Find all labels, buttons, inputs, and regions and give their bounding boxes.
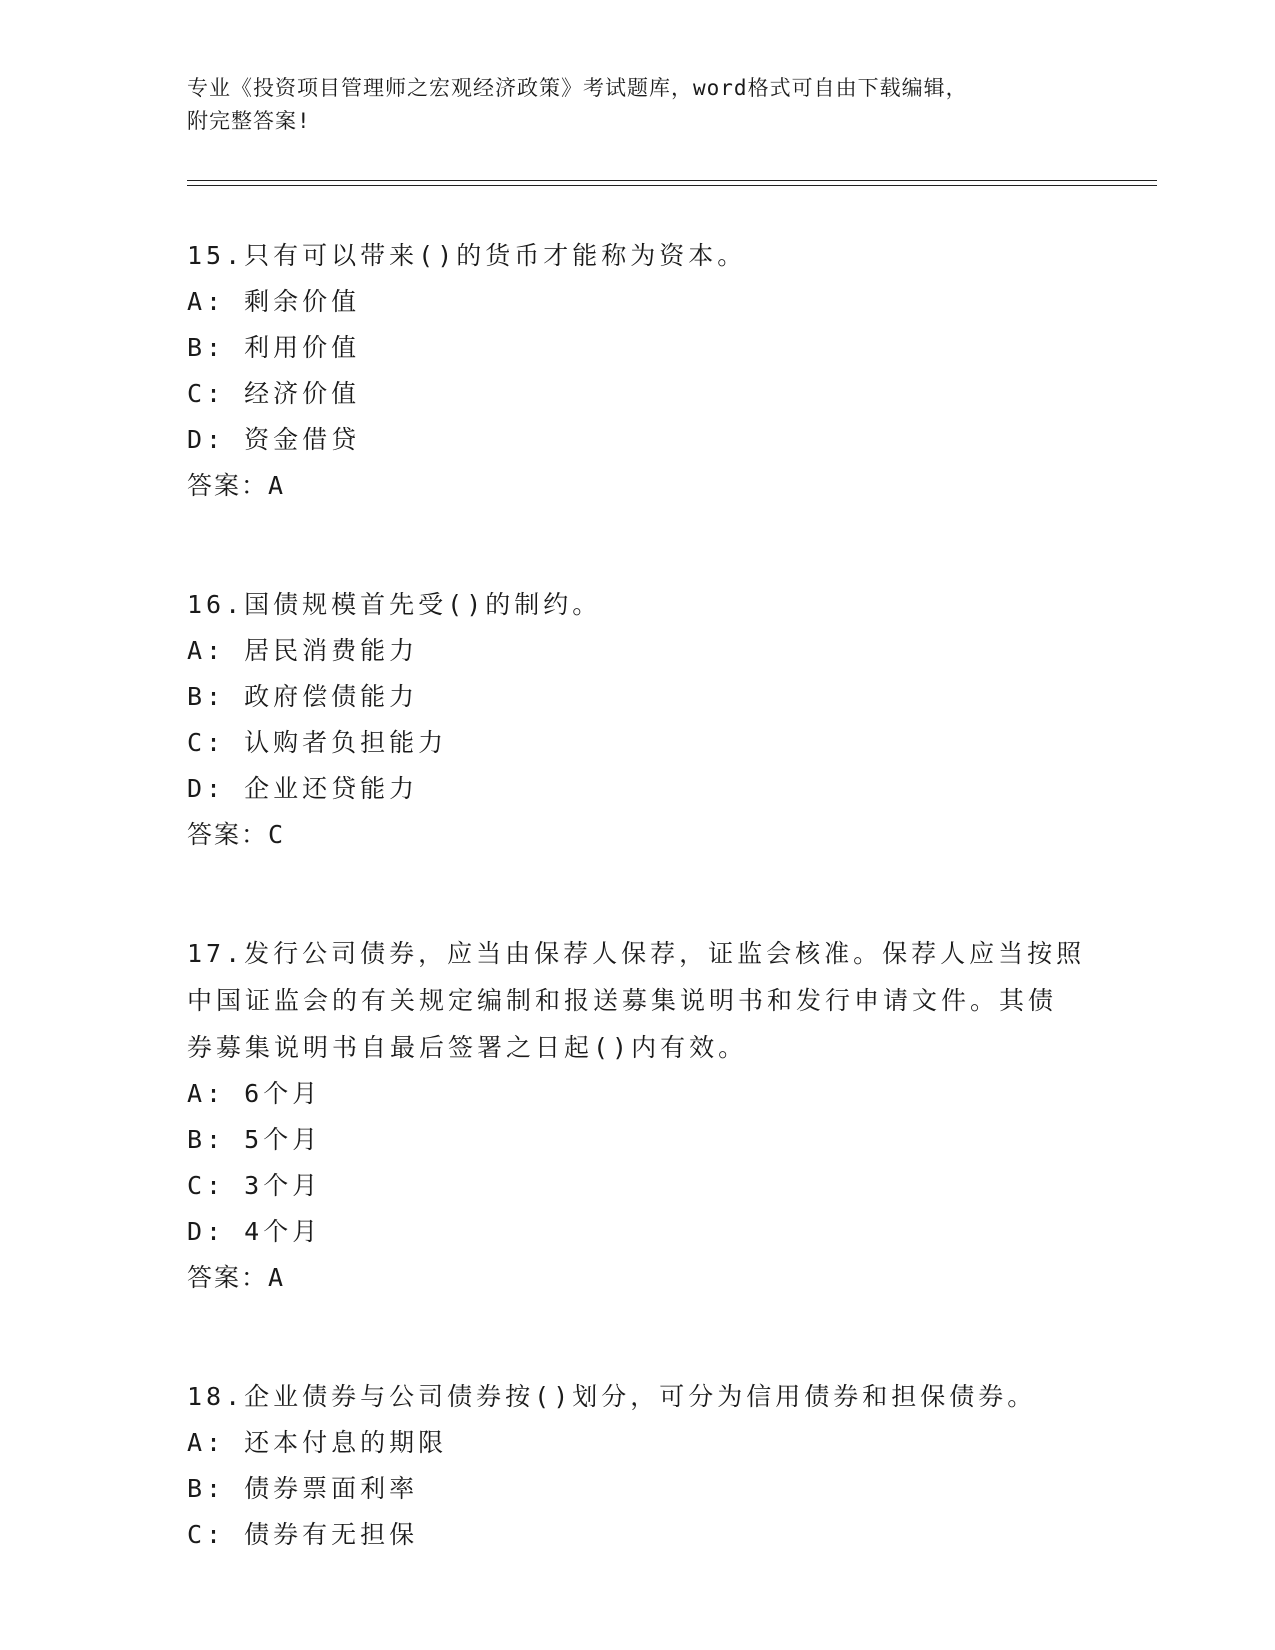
answer-label: 答案： bbox=[187, 1263, 269, 1292]
question-stem-line-1: 17.发行公司债券，应当由保荐人保荐，证监会核准。保荐人应当按照 bbox=[187, 939, 1086, 968]
option-a: A: 还本付息的期限 bbox=[187, 1428, 448, 1457]
question-stem: 16.国债规模首先受()的制约。 bbox=[187, 590, 602, 619]
document-header bbox=[187, 72, 1087, 138]
answer-value: C bbox=[268, 820, 286, 849]
option-d: D: 企业还贷能力 bbox=[187, 774, 419, 803]
question-stem-line-2: 中国证监会的有关规定编制和报送募集说明书和发行申请文件。其债 bbox=[187, 986, 1058, 1015]
question-stem: 15.只有可以带来()的货币才能称为资本。 bbox=[187, 241, 747, 270]
option-c: C: 认购者负担能力 bbox=[187, 728, 448, 757]
header-divider-bottom bbox=[187, 185, 1157, 186]
answer-value: A bbox=[268, 1263, 286, 1292]
option-c: C: 3个月 bbox=[187, 1171, 322, 1200]
option-b: B: 5个月 bbox=[187, 1125, 322, 1154]
answer-line bbox=[187, 1255, 1087, 1301]
option-b: B: 利用价值 bbox=[187, 333, 361, 362]
option-c: C: 经济价值 bbox=[187, 379, 361, 408]
question-stem: 18.企业债券与公司债券按()划分，可分为信用债券和担保债券。 bbox=[187, 1382, 1037, 1411]
question-list bbox=[187, 232, 1087, 1558]
question-stem-line-3: 券募集说明书自最后签署之日起()内有效。 bbox=[187, 1033, 748, 1062]
option-a: A: 居民消费能力 bbox=[187, 636, 419, 665]
question-17 bbox=[187, 930, 1087, 1301]
option-b: B: 政府偿债能力 bbox=[187, 682, 419, 711]
option-b: B: 债券票面利率 bbox=[187, 1474, 419, 1503]
answer-label: 答案： bbox=[187, 820, 269, 849]
question-18 bbox=[187, 1373, 1087, 1558]
option-c: C: 债券有无担保 bbox=[187, 1520, 419, 1549]
option-d: D: 4个月 bbox=[187, 1217, 322, 1246]
answer-value: A bbox=[268, 471, 286, 500]
option-d: D: 资金借贷 bbox=[187, 425, 361, 454]
option-a: A: 6个月 bbox=[187, 1079, 322, 1108]
answer-label: 答案： bbox=[187, 471, 269, 500]
answer-line bbox=[187, 463, 1087, 509]
answer-line bbox=[187, 812, 1087, 858]
header-divider-top bbox=[187, 180, 1157, 181]
header-line-2: 附完整答案! bbox=[187, 109, 311, 133]
question-16 bbox=[187, 581, 1087, 858]
header-line-1: 专业《投资项目管理师之宏观经济政策》考试题库，word格式可自由下载编辑， bbox=[187, 76, 968, 100]
option-a: A: 剩余价值 bbox=[187, 287, 361, 316]
question-15 bbox=[187, 232, 1087, 509]
